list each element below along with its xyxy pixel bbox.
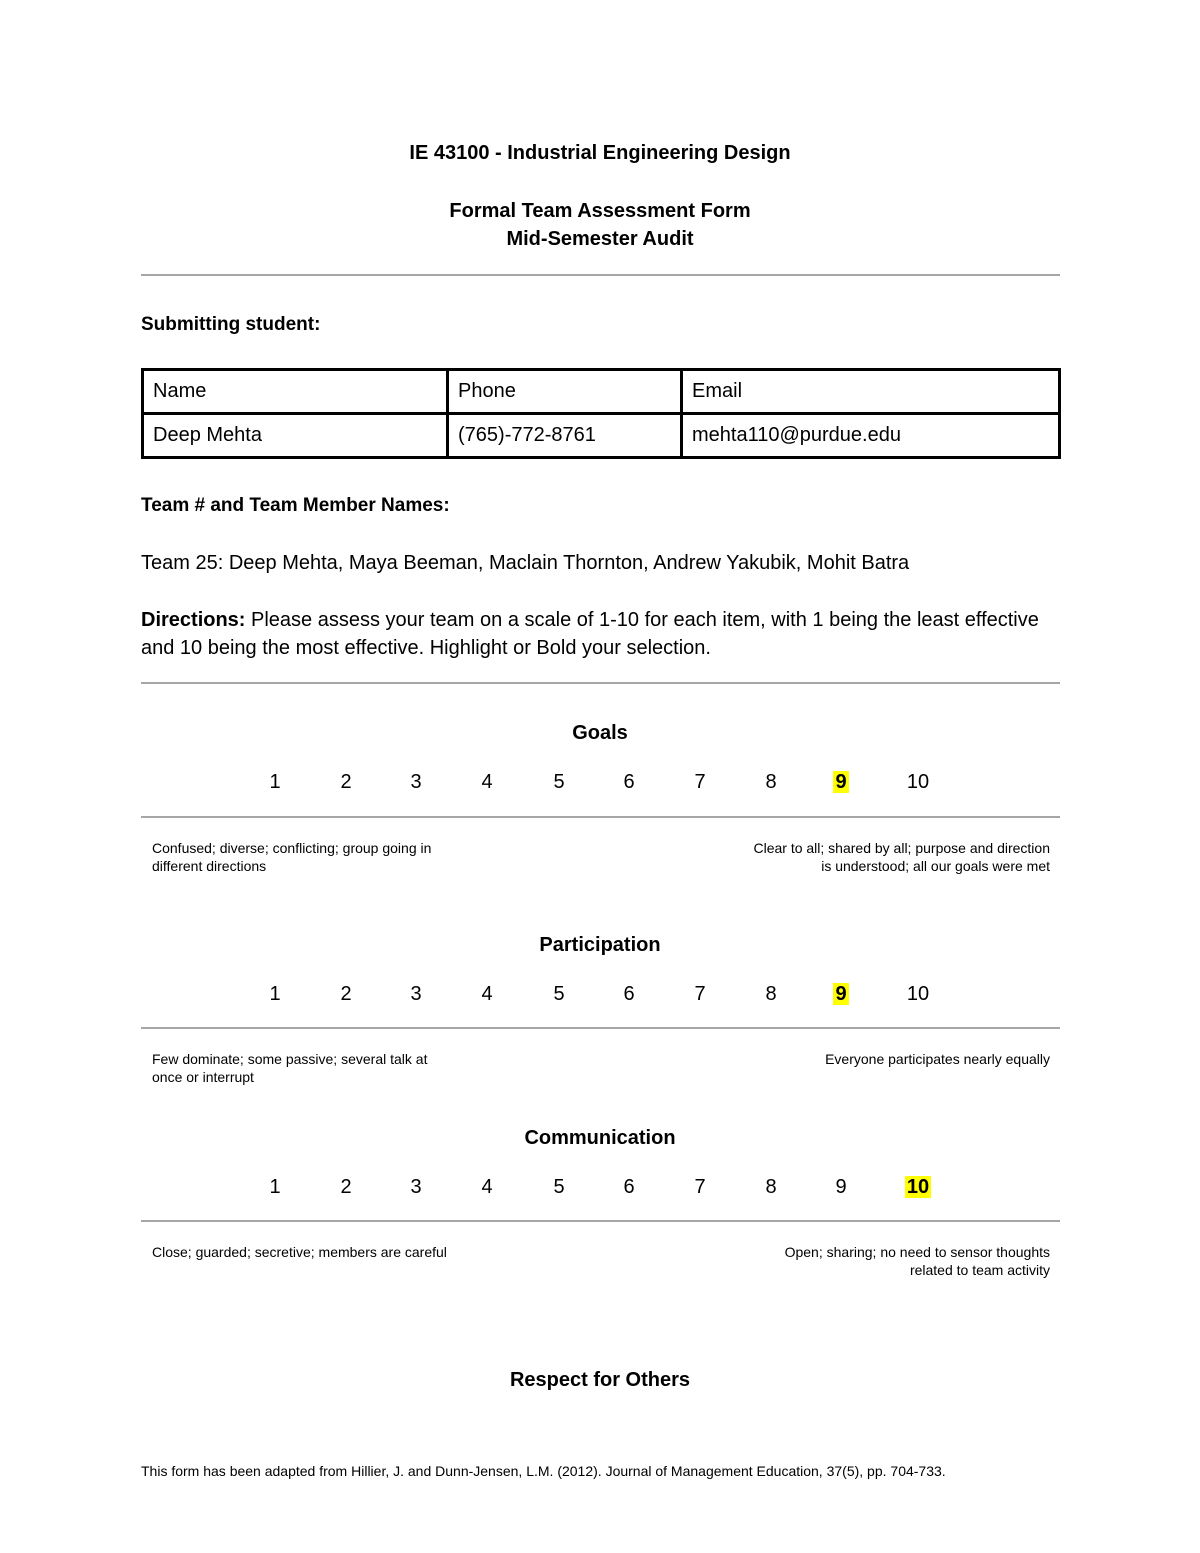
rating-option[interactable]: 8 xyxy=(765,983,777,1005)
rating-option[interactable]: 6 xyxy=(623,983,635,1005)
rating-option[interactable]: 4 xyxy=(481,1176,493,1198)
rating-option[interactable]: 7 xyxy=(694,771,706,793)
rating-option[interactable]: 9 xyxy=(835,1176,847,1198)
scale-high-description: Clear to all; shared by all; purpose and direction is understood; all our goals were met xyxy=(753,840,1050,874)
rating-option[interactable]: 3 xyxy=(410,983,422,1005)
selected-value: 9 xyxy=(835,983,847,1005)
divider xyxy=(141,816,1060,818)
rating-option-selected[interactable] xyxy=(816,980,866,1008)
directions xyxy=(141,606,1041,662)
student-email: mehta110@purdue.edu xyxy=(682,414,1060,458)
directions-text: Please assess your team on a scale of 1-10 for each item, with 1 being the least effective and 10 being the most effective. Highlight or Bold your selection. xyxy=(141,609,1039,659)
rating-option-selected[interactable] xyxy=(816,768,866,796)
rating-option[interactable]: 4 xyxy=(481,771,493,793)
rating-option[interactable]: 2 xyxy=(340,1176,352,1198)
citation-footer: This form has been adapted from Hillier, J. and Dunn-Jensen, L.M. (2012). Journal of Management Education, 37(5), pp. 704-733. xyxy=(141,1463,946,1479)
section-title: Participation xyxy=(539,934,661,956)
table-header-cell: Email xyxy=(682,370,1060,414)
course-title: IE 43100 - Industrial Engineering Design xyxy=(409,142,791,164)
divider xyxy=(141,682,1060,684)
student-table xyxy=(141,368,1061,459)
form-title: Formal Team Assessment Form xyxy=(449,200,751,222)
rating-option[interactable]: 10 xyxy=(906,771,930,793)
student-phone: (765)-772-8761 xyxy=(448,414,682,458)
rating-option[interactable]: 1 xyxy=(269,1176,281,1198)
rating-option[interactable]: 1 xyxy=(269,983,281,1005)
rating-option[interactable]: 1 xyxy=(269,771,281,793)
divider xyxy=(141,274,1060,276)
section-title: Respect for Others xyxy=(509,1369,691,1391)
rating-option[interactable]: 5 xyxy=(553,1176,565,1198)
rating-option[interactable]: 8 xyxy=(765,1176,777,1198)
team-members: Team 25: Deep Mehta, Maya Beeman, Maclain Thornton, Andrew Yakubik, Mohit Batra xyxy=(141,552,910,574)
rating-option[interactable]: 8 xyxy=(765,771,777,793)
rating-option[interactable]: 10 xyxy=(906,983,930,1005)
section-title: Communication xyxy=(524,1127,676,1149)
scale-low-description: Confused; diverse; conflicting; group going in different directions xyxy=(152,840,432,874)
scale-low-description: Close; guarded; secretive; members are careful xyxy=(152,1244,447,1260)
rating-option[interactable]: 7 xyxy=(694,983,706,1005)
rating-scale xyxy=(0,1173,1200,1203)
scale-high-description: Everyone participates nearly equally xyxy=(825,1051,1050,1067)
rating-scale xyxy=(0,768,1200,798)
divider xyxy=(141,1220,1060,1222)
rating-option[interactable]: 3 xyxy=(410,771,422,793)
form-subtitle: Mid-Semester Audit xyxy=(506,228,694,250)
table-row xyxy=(143,414,1060,458)
rating-option[interactable]: 7 xyxy=(694,1176,706,1198)
selected-value: 9 xyxy=(835,771,847,793)
scale-high-description: Open; sharing; no need to sensor thoughts related to team activity xyxy=(784,1244,1050,1278)
rating-option[interactable]: 2 xyxy=(340,983,352,1005)
submitting-label: Submitting student: xyxy=(141,314,321,335)
rating-option[interactable]: 3 xyxy=(410,1176,422,1198)
rating-option[interactable]: 4 xyxy=(481,983,493,1005)
scale-low-description: Few dominate; some passive; several talk at once or interrupt xyxy=(152,1051,428,1085)
rating-scale xyxy=(0,980,1200,1010)
rating-option[interactable]: 5 xyxy=(553,983,565,1005)
student-name: Deep Mehta xyxy=(143,414,448,458)
directions-label: Directions: xyxy=(141,609,246,631)
rating-option-selected[interactable] xyxy=(893,1173,943,1201)
selected-value: 10 xyxy=(906,1176,930,1198)
rating-option[interactable]: 2 xyxy=(340,771,352,793)
section-title: Goals xyxy=(572,722,628,744)
team-label: Team # and Team Member Names: xyxy=(141,495,450,516)
divider xyxy=(141,1027,1060,1029)
rating-option[interactable]: 5 xyxy=(553,771,565,793)
rating-option[interactable]: 6 xyxy=(623,771,635,793)
table-header-cell: Phone xyxy=(448,370,682,414)
table-header-cell: Name xyxy=(143,370,448,414)
table-header-row xyxy=(143,370,1060,414)
rating-option[interactable]: 6 xyxy=(623,1176,635,1198)
